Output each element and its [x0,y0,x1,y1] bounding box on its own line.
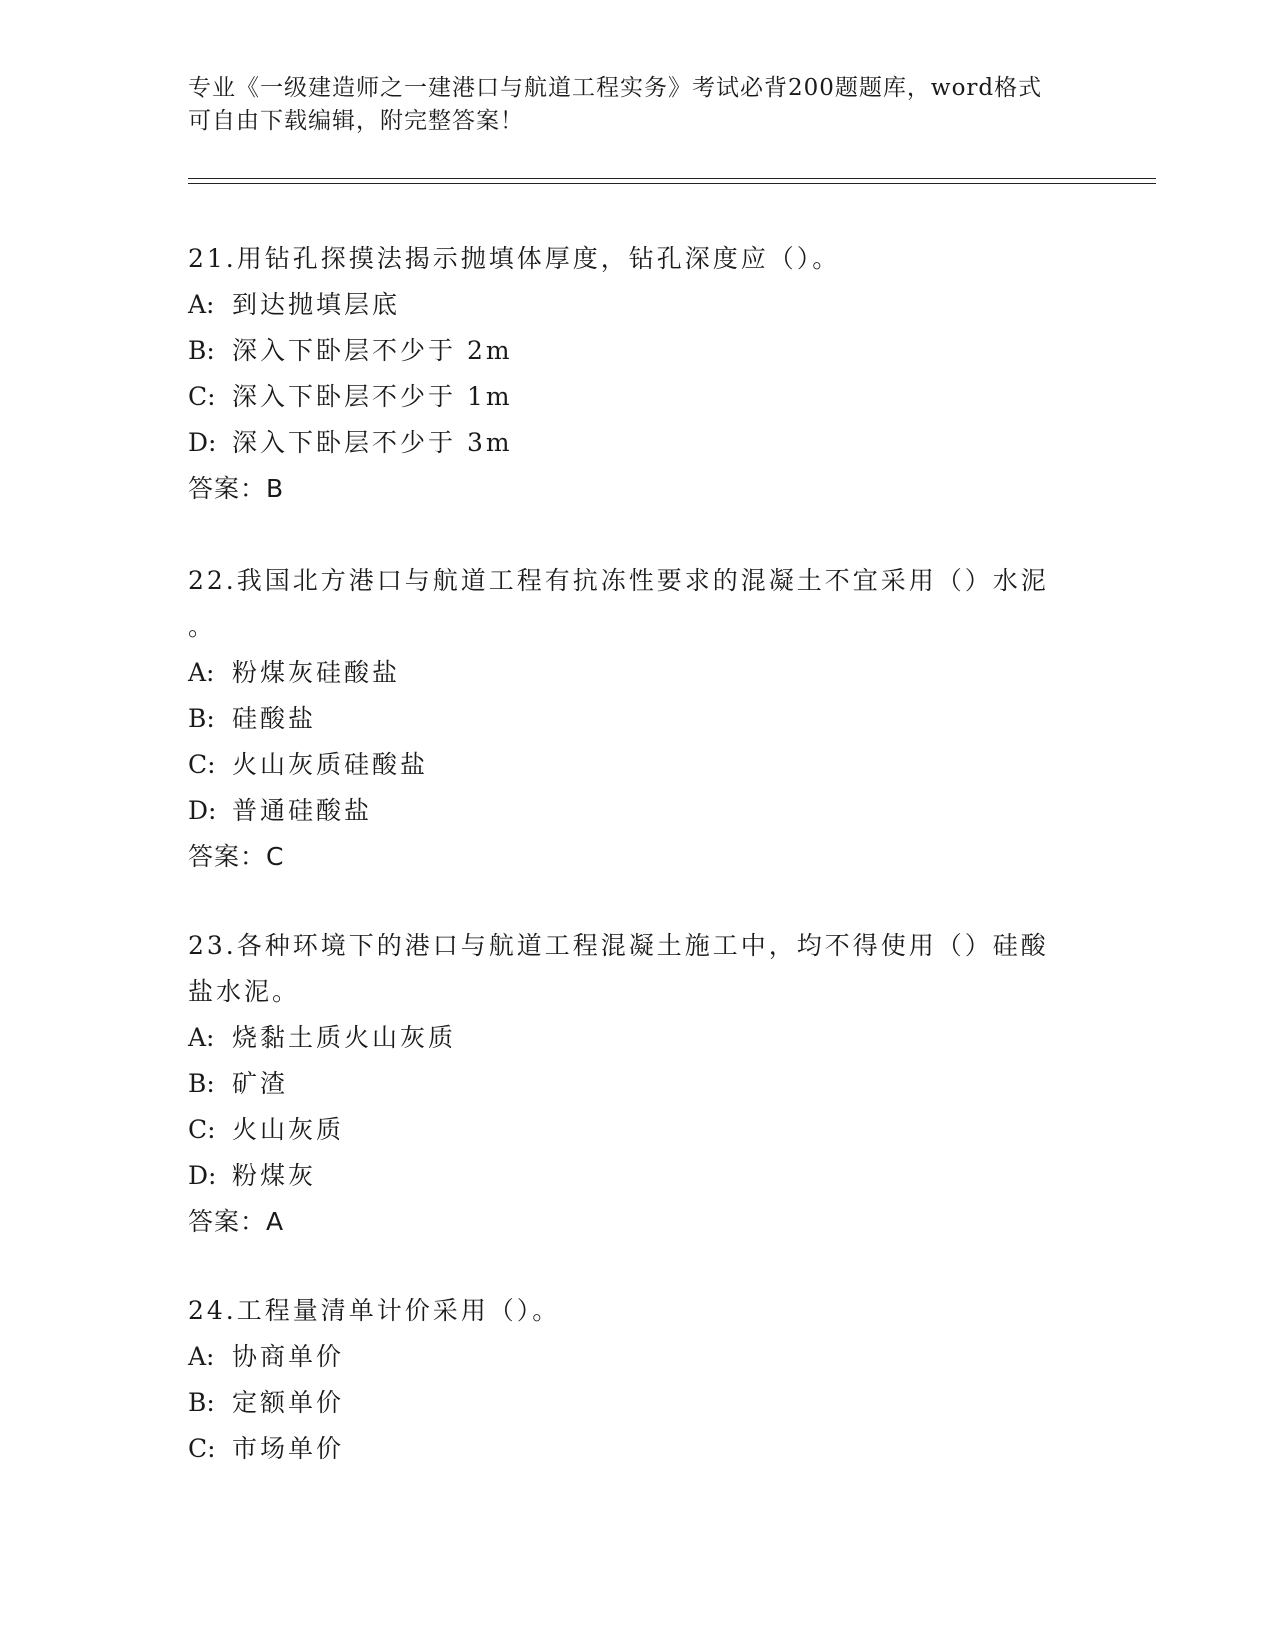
header-title-line1: 专业《一级建造师之一建港口与航道工程实务》考试必背200题题库，word格式 [188,75,1043,101]
option-text: 到达抛填层底 [232,290,401,319]
question-24 [188,1288,1088,1472]
option-c [188,1107,1088,1153]
option-b [188,1380,1088,1426]
option-letter: A: [188,1023,215,1052]
option-a [188,650,1088,696]
option-text: 火山灰质 [232,1115,345,1144]
option-text: 矿渣 [232,1069,289,1098]
option-text: 协商单价 [232,1342,345,1371]
question-22 [188,558,1088,880]
option-b [188,1061,1088,1107]
option-d [188,788,1088,834]
option-text: 定额单价 [232,1388,345,1417]
option-c [188,1426,1088,1472]
option-d [188,420,1088,466]
question-21 [188,236,1088,512]
header-title-line2: 可自由下载编辑，附完整答案！ [188,108,524,134]
answer-line: 答案：A [188,1207,285,1236]
option-letter: D: [188,796,217,825]
option-letter: C: [188,1434,216,1463]
option-text: 市场单价 [232,1434,345,1463]
option-text: 烧黏土质火山灰质 [232,1023,457,1052]
option-c [188,374,1088,420]
option-text: 硅酸盐 [232,704,317,733]
document-header [188,72,1088,138]
option-letter: C: [188,1115,216,1144]
question-stem-line1: 22.我国北方港口与航道工程有抗冻性要求的混凝土不宜采用（）水泥 [188,566,1049,595]
option-text: 粉煤灰 [232,1161,317,1190]
option-letter: B: [188,1069,215,1098]
option-letter: A: [188,290,215,319]
header-divider-top [188,178,1156,179]
header-divider-bottom [188,183,1156,184]
question-stem: 21.用钻孔探摸法揭示抛填体厚度，钻孔深度应（）。 [188,244,841,273]
option-a [188,1015,1088,1061]
answer-line: 答案：C [188,842,285,871]
question-stem-line2: 盐水泥。 [188,977,301,1006]
option-text: 深入下卧层不少于 1m [232,382,513,411]
option-b [188,696,1088,742]
option-text: 粉煤灰硅酸盐 [232,658,401,687]
option-letter: A: [188,658,215,687]
option-letter: C: [188,750,216,779]
option-letter: D: [188,428,217,457]
option-letter: D: [188,1161,217,1190]
option-a [188,1334,1088,1380]
option-letter: B: [188,336,215,365]
option-c [188,742,1088,788]
option-a [188,282,1088,328]
option-d [188,1153,1088,1199]
question-stem-line2: 。 [188,612,217,641]
option-letter: B: [188,704,215,733]
question-23 [188,923,1088,1245]
option-text: 普通硅酸盐 [232,796,373,825]
option-text: 火山灰质硅酸盐 [232,750,429,779]
option-text: 深入下卧层不少于 3m [232,428,513,457]
option-letter: B: [188,1388,215,1417]
answer-line: 答案：B [188,474,285,503]
option-letter: A: [188,1342,215,1371]
question-stem-line1: 23.各种环境下的港口与航道工程混凝土施工中，均不得使用（）硅酸 [188,931,1049,960]
option-text: 深入下卧层不少于 2m [232,336,513,365]
option-b [188,328,1088,374]
option-letter: C: [188,382,216,411]
question-stem: 24.工程量清单计价采用（）。 [188,1296,561,1325]
